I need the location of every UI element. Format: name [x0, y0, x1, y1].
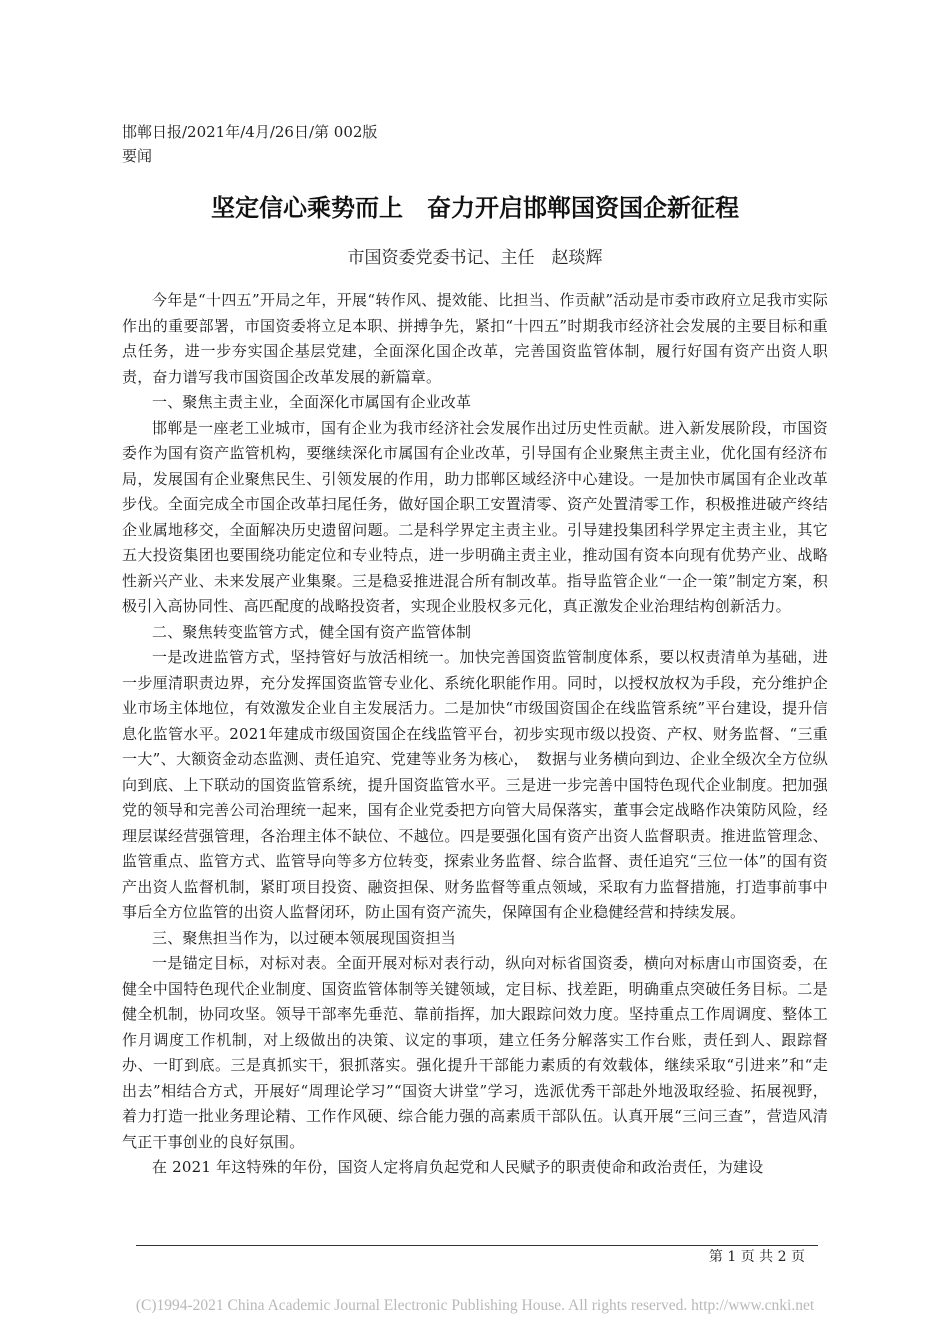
copyright-watermark: (C)1994-2021 China Academic Journal Electronic Publishing House. All rights reserved. http://www.cnki.net	[135, 1297, 815, 1314]
paragraph-intro: 今年是“十四五”开局之年，开展“转作风、提效能、比担当、作贡献”活动是市委市政府立足我市实际作出的重要部署，市国资委将立足本职、拼搏争先，紧扣“十四五”时期我市经济社会发展的主要目标和重点任务，进一步夯实国企基层党建，全面深化国企改革，完善国资监管体制，履行好国有资产出资人职责，奋力谱写我市国资国企改革发展的新篇章。	[122, 291, 828, 386]
section-heading-1: 一、聚焦主责主业，全面深化市属国有企业改革	[152, 393, 472, 411]
article-body	[122, 288, 828, 1181]
section-tag: 要闻	[122, 147, 153, 165]
paragraph-section-3: 一是锚定目标，对标对表。全面开展对标对表行动，纵向对标省国资委，横向对标唐山市国资委，在健全中国特色现代企业制度、国资监管体制等关键领域，定目标、找差距，明确重点突破任务目标。二是健全机制，协同攻坚。领导干部率先垂范、靠前指挥，加大跟踪问效力度。坚持重点工作周调度、整体工作月调度工作机制，对上级做出的决策、议定的事项，建立任务分解落实工作台账，责任到人、跟踪督办、一盯到底。三是真抓实干，狠抓落实。强化提升干部能力素质的有效载体，继续采取“引进来”和“走出去”相结合方式，开展好“周理论学习”“国资大讲堂”学习，选派优秀干部赴外地汲取经验、拓展视野，着力打造一批业务理论精、工作作风硬、综合能力强的高素质干部队伍。认真开展“三问三查”，营造风清气正干事创业的良好氛围。	[122, 954, 828, 1151]
source-line: 邯郸日报/2021年/4月/26日/第 002版	[122, 123, 378, 141]
section-heading-3: 三、聚焦担当作为，以过硬本领展现国资担当	[152, 928, 457, 947]
footer-divider	[136, 1245, 818, 1246]
article-title: 坚定信心乘势而上 奋力开启邯郸国资国企新征程	[211, 194, 739, 222]
section-heading-2: 二、聚焦转变监管方式，健全国有资产监管体制	[152, 622, 472, 641]
page-number: 第 1 页 共 2 页	[708, 1249, 805, 1265]
paragraph-section-1: 邯郸是一座老工业城市，国有企业为我市经济社会发展作出过历史性贡献。进入新发展阶段，市国资委作为国有资产监管机构，要继续深化市属国有企业改革，引导国有企业聚焦主责主业，优化国有经济布局，发展国有企业聚焦民生、引领发展的作用，助力邯郸区域经济中心建设。一是加快市属国有企业改革步伐。全面完成全市国企改革扫尾任务，做好国企职工安置清零、资产处置清零工作，积极推进破产终结企业属地移交，全面解决历史遗留问题。二是科学界定主责主业。引导建投集团科学界定主责主业，其它五大投资集团也要围绕功能定位和专业特点，进一步明确主责主业，推动国有资本向现有优势产业、战略性新兴产业、未来发展产业集聚。三是稳妥推进混合所有制改革。指导监管企业“一企一策”制定方案，积极引入高协同性、高匹配度的战略投资者，实现企业股权多元化，真正激发企业治理结构创新活力。	[122, 418, 828, 615]
paragraph-section-2: 一是改进监管方式，坚持管好与放活相统一。加快完善国资监管制度体系，要以权责清单为基础，进一步厘清职责边界，充分发挥国资监管专业化、系统化职能作用。同时，以授权放权为手段，充分维护企业市场主体地位，有效激发企业自主发展活力。二是加快“市级国资国企在线监管系统”平台建设，提升信息化监管水平。2021年建成市级国资国企在线监管平台，初步实现市级以投资、产权、财务监督、“三重一大”、大额资金动态监测、责任追究、党建等业务为核心， 数据与业务横向到边、企业全级次全方位纵向到底、上下联动的国资监管系统，提升国资监管水平。三是进一步完善中国特色现代企业制度。把加强党的领导和完善公司治理统一起来，国有企业党委把方向管大局保落实，董事会定战略作决策防风险，经理层谋经营强管理，各治理主体不缺位、不越位。四是要强化国有资产出资人监督职责。推进监管理念、监管重点、监管方式、监管导向等多方位转变，探索业务监督、综合监督、责任追究“三位一体”的国有资产出资人监督机制，紧盯项目投资、融资担保、财务监督等重点领域，采取有力监督措施，打造事前事中事后全方位监管的出资人监督闭环，防止国有资产流失，保障国有企业稳健经营和持续发展。	[122, 648, 828, 921]
paragraph-closing: 在 2021 年这特殊的年份，国资人定将肩负起党和人民赋予的职责使命和政治责任，为建设	[152, 1158, 764, 1176]
article-byline: 市国资委党委书记、主任 赵琰辉	[347, 248, 603, 268]
